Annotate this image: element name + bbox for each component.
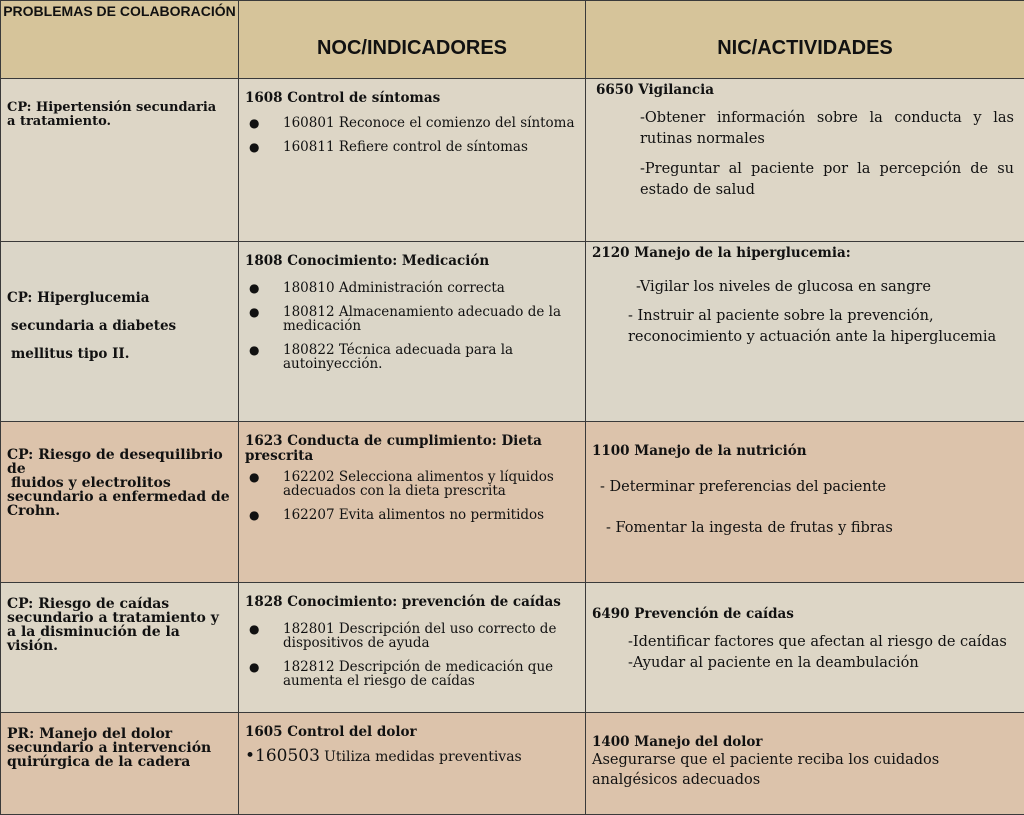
noc-cell xyxy=(239,713,586,815)
table-row xyxy=(1,242,1024,422)
noc-list xyxy=(245,116,579,154)
nic-activity: -Identificar factores que afectan al riesgo de caídas xyxy=(628,632,1014,653)
problem-line: CP: Hiperglucemia xyxy=(7,290,149,306)
noc-list xyxy=(245,281,579,371)
noc-item-text: 182801 Descripción del uso correcto de dispositivos de ayuda xyxy=(283,621,556,651)
problem-cell xyxy=(1,583,239,713)
problem-line: a tratamiento. xyxy=(7,114,111,129)
problem-line: CP: Riesgo de caídas secundario a tratamiento y a la disminución de la visión. xyxy=(7,596,219,654)
bullet-icon: ● xyxy=(249,140,259,154)
list-item xyxy=(245,470,579,498)
noc-item-text: 180822 Técnica adecuada para la autoinyección. xyxy=(283,342,513,372)
bullet-icon: ● xyxy=(249,305,259,319)
bullet-icon: ● xyxy=(249,622,259,636)
nic-activity: - Determinar preferencias del paciente xyxy=(600,477,1014,498)
problem-line: CP: Hipertensión secundaria xyxy=(7,100,216,115)
noc-item xyxy=(245,746,579,766)
problem-line: secundaria a diabetes xyxy=(7,318,176,334)
noc-cell xyxy=(239,79,586,242)
list-item xyxy=(245,508,579,522)
nic-title: 6490 Prevención de caídas xyxy=(592,607,1018,622)
noc-title: 1608 Control de síntomas xyxy=(245,91,579,106)
list-item xyxy=(245,140,579,154)
nic-title: 2120 Manejo de la hiperglucemia: xyxy=(592,246,1018,261)
nic-activity: - Fomentar la ingesta de frutas y fibras xyxy=(606,518,1014,539)
bullet-icon: ● xyxy=(249,116,259,130)
header-problems xyxy=(1,1,239,79)
header-nic: NIC/ACTIVIDADES xyxy=(586,1,1024,79)
noc-item-text: 160811 Refiere control de síntomas xyxy=(283,139,528,155)
list-item xyxy=(245,281,579,295)
nic-cell xyxy=(586,713,1024,815)
problem-line: PR: Manejo del dolor secundario a intervención quirúrgica de la cadera xyxy=(7,726,211,770)
table-row xyxy=(1,583,1024,713)
noc-title: 1623 Conducta de cumplimiento: Dieta prescrita xyxy=(245,434,579,464)
header-noc: NOC/INDICADORES xyxy=(239,1,586,79)
nic-title: 6650 Vigilancia xyxy=(596,83,1018,98)
problem-line: CP: Riesgo de desequilibrio de xyxy=(7,447,223,477)
list-item xyxy=(245,116,579,130)
nic-cell xyxy=(586,242,1024,422)
nic-activity: -Obtener información sobre la conducta y las rutinas normales xyxy=(640,108,1014,150)
nic-activity: - Instruir al paciente sobre la prevención, reconocimiento y actuación ante la hiperglucemia xyxy=(628,306,998,348)
problem-line: fluidos y electrolitos secundario a enfermedad de Crohn. xyxy=(7,475,230,519)
noc-cell xyxy=(239,583,586,713)
table-row xyxy=(1,713,1024,815)
bullet-icon: ● xyxy=(249,508,259,522)
nic-activity: Asegurarse que el paciente reciba los cuidados analgésicos adecuados xyxy=(592,750,958,790)
noc-list xyxy=(245,470,579,522)
noc-item-text: 160801 Reconoce el comienzo del síntoma xyxy=(283,115,575,131)
noc-item-code: •160503 xyxy=(245,746,320,766)
problem-cell xyxy=(1,422,239,583)
nic-activity: -Vigilar los niveles de glucosa en sangre xyxy=(636,277,1014,298)
noc-title: 1828 Conocimiento: prevención de caídas xyxy=(245,595,579,610)
noc-title: 1605 Control del dolor xyxy=(245,725,579,740)
problem-cell xyxy=(1,242,239,422)
nic-title: 1100 Manejo de la nutrición xyxy=(592,444,1018,459)
noc-item-text: 180812 Almacenamiento adecuado de la medicación xyxy=(283,304,561,334)
bullet-icon: ● xyxy=(249,660,259,674)
list-item xyxy=(245,343,579,371)
noc-item-text: 182812 Descripción de medicación que aumenta el riesgo de caídas xyxy=(283,659,553,689)
bullet-icon: ● xyxy=(249,343,259,357)
nic-activity: -Preguntar al paciente por la percepción de su estado de salud xyxy=(640,159,1014,201)
noc-item-text: 180810 Administración correcta xyxy=(283,280,505,296)
problem-cell xyxy=(1,713,239,815)
noc-list xyxy=(245,622,579,688)
noc-cell xyxy=(239,422,586,583)
bullet-icon: ● xyxy=(249,281,259,295)
bullet-icon: ● xyxy=(249,470,259,484)
table-row xyxy=(1,422,1024,583)
list-item xyxy=(245,622,579,650)
noc-item-text: 162202 Selecciona alimentos y líquidos adecuados con la dieta prescrita xyxy=(283,469,554,499)
noc-title: 1808 Conocimiento: Medicación xyxy=(245,254,579,269)
noc-item-text: 162207 Evita alimentos no permitidos xyxy=(283,507,544,523)
header-problems-text: PROBLEMAS DE COLABORACIÓN xyxy=(3,3,236,19)
nic-cell xyxy=(586,422,1024,583)
problem-cell xyxy=(1,79,239,242)
nic-cell xyxy=(586,583,1024,713)
nic-title: 1400 Manejo del dolor xyxy=(592,735,1018,750)
noc-cell xyxy=(239,242,586,422)
list-item xyxy=(245,305,579,333)
header-row xyxy=(1,1,1024,79)
list-item xyxy=(245,660,579,688)
problem-line: mellitus tipo II. xyxy=(7,346,129,362)
noc-item-text: Utiliza medidas preventivas xyxy=(324,749,522,765)
nic-cell xyxy=(586,79,1024,242)
table-row xyxy=(1,79,1024,242)
nic-activity: -Ayudar al paciente en la deambulación xyxy=(628,653,1014,674)
